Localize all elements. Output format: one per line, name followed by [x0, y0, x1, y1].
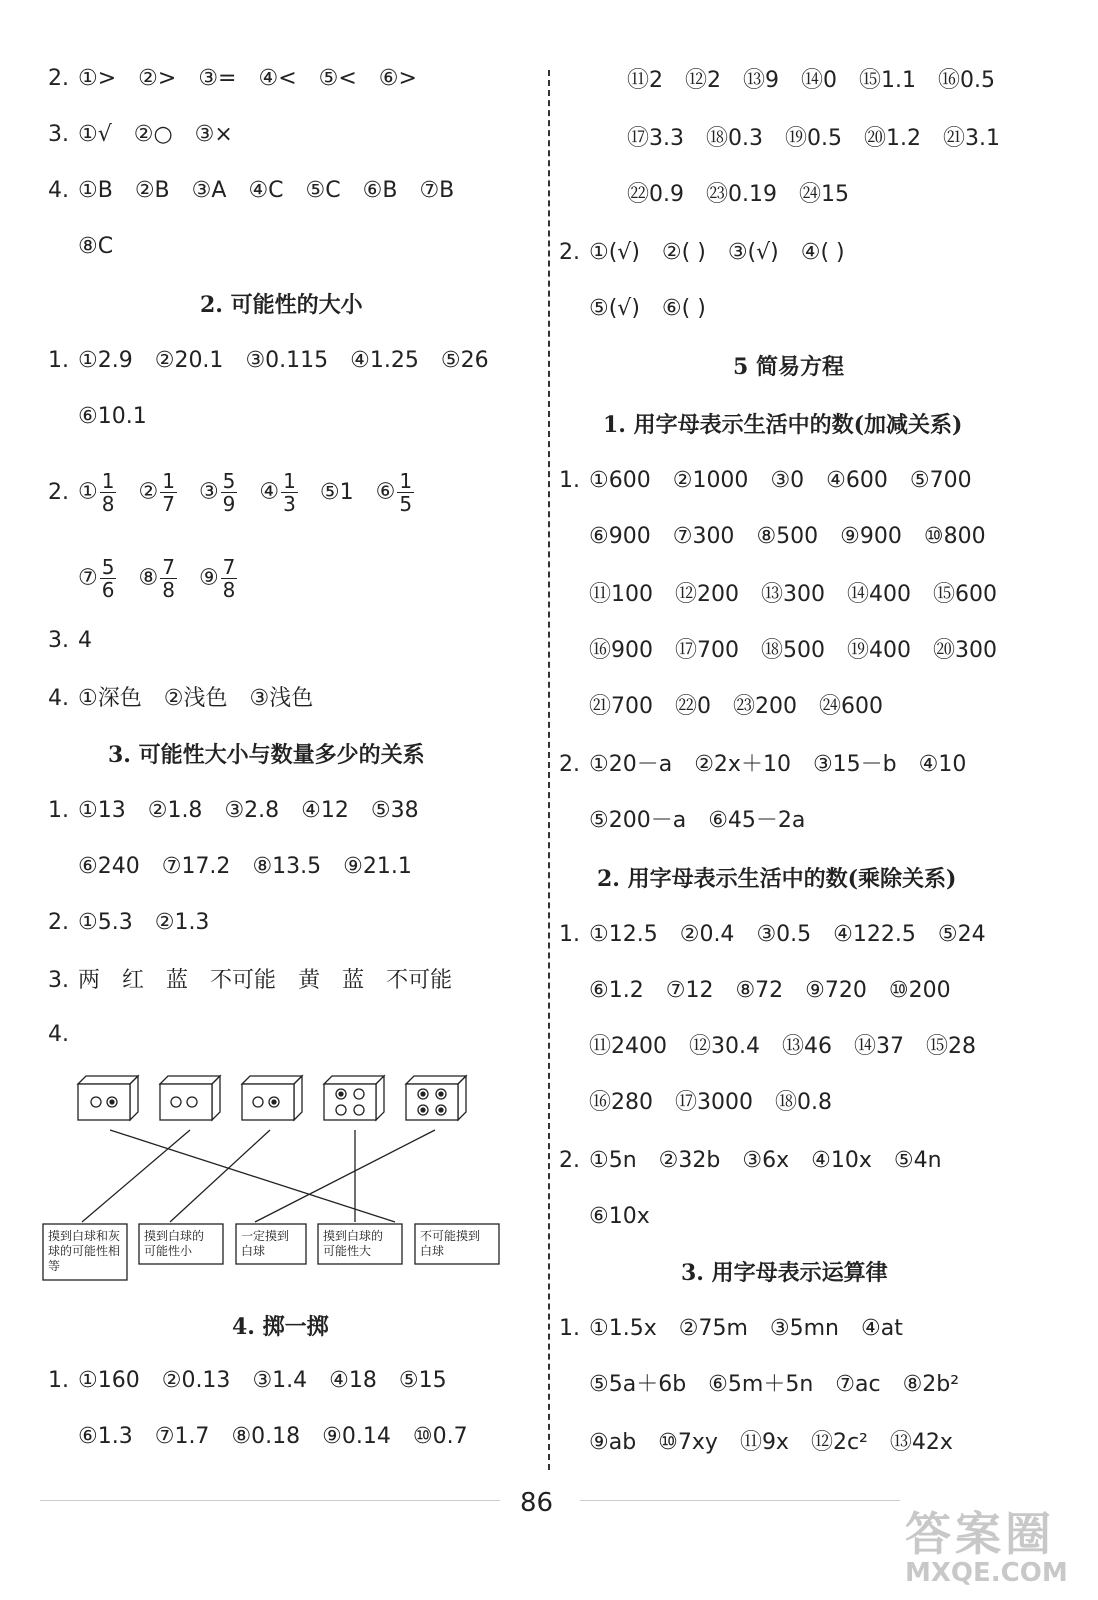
answer-line — [48, 1020, 78, 1050]
answer-item: ㉔600 — [819, 694, 883, 719]
question-number: 1. — [48, 1368, 69, 1393]
fraction — [160, 470, 177, 515]
answer-item: 红 — [122, 968, 145, 993]
numerator: 5 — [222, 469, 236, 493]
footer-rule-right — [580, 1500, 900, 1501]
answer-item: ③浅色 — [249, 686, 314, 711]
denominator: 3 — [283, 492, 296, 516]
answer-line — [559, 466, 994, 496]
answer-item: ②0.4 — [679, 922, 735, 947]
answer-item: ⑱0.8 — [775, 1090, 832, 1115]
answer-line — [48, 346, 511, 376]
answer-item: ⑤24 — [937, 922, 986, 947]
answer-marker: ⑥ — [375, 479, 396, 505]
question-number: 2. — [559, 752, 580, 777]
answer-item: ㉑700 — [589, 694, 653, 719]
answer-item: ⑱500 — [761, 638, 825, 663]
answer-item: ④1.25 — [350, 348, 419, 373]
answer-item: ②1.8 — [147, 798, 203, 823]
answer-item: ⑰3.3 — [627, 126, 684, 151]
chapter-heading: 5 简易方程 — [733, 354, 844, 380]
answer-item: ⑩800 — [923, 524, 986, 549]
answer-line — [559, 1370, 981, 1400]
answer-line — [48, 684, 335, 714]
answer-item: ⑯900 — [589, 638, 653, 663]
answer-item: ①深色 — [78, 686, 142, 711]
question-number: 4. — [48, 178, 69, 203]
fraction-answer — [376, 470, 414, 515]
answer-marker: ⑤ — [319, 479, 340, 505]
column-divider — [548, 70, 550, 1470]
answer-item: ③2.8 — [224, 798, 280, 823]
answer-item: ①5n — [589, 1148, 637, 1173]
answer-item: ⑰700 — [675, 638, 739, 663]
answer-item: ③0.5 — [756, 922, 812, 947]
fraction — [221, 556, 238, 601]
answer-line — [48, 1366, 469, 1396]
answer-line — [48, 626, 114, 656]
answer-item: ⑦B — [419, 178, 455, 203]
answer-item: 蓝 — [166, 968, 189, 993]
answer-item: ①√ — [78, 122, 112, 147]
answer-item: ⑭400 — [847, 582, 911, 607]
answer-item: ⑬42x — [889, 1430, 953, 1455]
answer-line — [48, 908, 231, 938]
box-4 — [324, 1076, 384, 1120]
answer-item: ⑤(√) — [589, 296, 640, 321]
numerator: 1 — [101, 469, 115, 493]
question-number: 3. — [48, 968, 69, 993]
answer-item: ⑨ab — [589, 1430, 637, 1455]
answer-line — [559, 1146, 964, 1176]
numerator: 1 — [162, 469, 175, 493]
answer-item: ⑨0.14 — [322, 1424, 391, 1449]
question-number: 2. — [559, 1148, 580, 1173]
answer-item: ⑥> — [378, 66, 417, 91]
fraction-answer — [138, 470, 176, 515]
answer-item: ④18 — [329, 1368, 377, 1393]
answer-line — [48, 966, 474, 996]
answer-line — [48, 1422, 490, 1452]
answer-item: ⑩0.7 — [412, 1424, 468, 1449]
footer-rule-left — [40, 1500, 500, 1501]
answer-item: ①160 — [78, 1368, 140, 1393]
fraction-answer — [78, 556, 116, 601]
answer-item: ⑧13.5 — [252, 854, 322, 879]
answer-item: ⑤26 — [440, 348, 489, 373]
answer-item: ③(√) — [727, 240, 779, 265]
fraction — [100, 470, 117, 515]
answer-item: ⑱0.3 — [706, 126, 763, 151]
answer-item: 不可能 — [210, 968, 277, 993]
answer-item: ⑫2c² — [810, 1430, 868, 1455]
answer-line — [48, 64, 439, 94]
answer-item: ①(√) — [589, 240, 640, 265]
denominator: 8 — [101, 492, 115, 516]
answer-item: ⑤C — [305, 178, 341, 203]
answer-item: ③× — [194, 122, 233, 147]
answer-item: ⑧0.18 — [231, 1424, 301, 1449]
answer-item: ⑯280 — [589, 1090, 653, 1115]
answer-item: ⑥( ) — [661, 296, 706, 321]
denominator: 8 — [162, 578, 175, 602]
answer-item: ㉔15 — [799, 182, 849, 207]
fraction-answer — [199, 556, 237, 601]
answer-line — [597, 180, 871, 210]
answer-item: ⑬9 — [743, 68, 779, 93]
answer-item: ⑬300 — [761, 582, 825, 607]
answer-item: ⑮600 — [933, 582, 997, 607]
answer-marker: ⑨ — [198, 565, 219, 591]
answer-item: ⑥5m＋5n — [708, 1372, 814, 1397]
fraction — [397, 470, 414, 515]
answer-item: ②20.1 — [154, 348, 224, 373]
answer-item: ⑰3000 — [675, 1090, 753, 1115]
question-number: 2. — [559, 240, 580, 265]
answer-item: ①B — [78, 178, 113, 203]
answer-item: ①5.3 — [78, 910, 133, 935]
answer-item: ①1.5x — [589, 1316, 657, 1341]
answer-line — [559, 976, 973, 1006]
answer-item: ③0.115 — [245, 348, 329, 373]
answer-line — [559, 238, 867, 268]
answer-item: ㉓0.19 — [706, 182, 777, 207]
answer-item: ⑤200－a — [589, 808, 687, 833]
section-heading: 1. 用字母表示生活中的数(加减关系) — [603, 412, 963, 438]
question-number: 2. — [48, 66, 69, 91]
answer-item: ②B — [134, 178, 170, 203]
answer-item: ④10 — [918, 752, 967, 777]
answer-item: ②> — [138, 66, 177, 91]
answer-line — [559, 920, 1008, 950]
answer-item: ⑲0.5 — [785, 126, 842, 151]
fraction-line — [48, 470, 436, 515]
answer-item: 不可能 — [386, 968, 453, 993]
answer-item: ④( ) — [800, 240, 845, 265]
answer-item: ⑤< — [318, 66, 357, 91]
answer-item: ⑩200 — [888, 978, 951, 1003]
answer-item: ⑫200 — [675, 582, 739, 607]
answer-item: ⑭0 — [801, 68, 837, 93]
answer-item: ⑥900 — [589, 524, 651, 549]
answer-item: ⑦17.2 — [161, 854, 231, 879]
answer-item: ⑯0.5 — [938, 68, 995, 93]
question-number: 2. — [48, 910, 69, 935]
label-text-5: 不可能摸到白球 — [420, 1229, 481, 1258]
answer-line — [559, 1314, 925, 1344]
numerator: 1 — [399, 469, 413, 493]
answer-item: 4 — [78, 628, 92, 653]
answer-item: ②○ — [133, 122, 173, 147]
answer-line — [48, 402, 169, 432]
answer-item: ⑥45－2a — [708, 808, 806, 833]
question-number: 3. — [48, 628, 69, 653]
answer-item: ⑥B — [362, 178, 398, 203]
answer-item: ④600 — [826, 468, 888, 493]
answer-item: ③A — [191, 178, 227, 203]
answer-marker: ② — [138, 479, 159, 505]
answer-item: ④at — [860, 1316, 903, 1341]
label-text-2: 摸到白球的可能性小 — [144, 1229, 205, 1258]
numerator: 7 — [162, 555, 175, 579]
answer-item: ②75m — [678, 1316, 748, 1341]
answer-item: ②2x＋10 — [694, 752, 791, 777]
answer-item: ⑳1.2 — [864, 126, 921, 151]
answer-item: ⑥1.2 — [589, 978, 644, 1003]
answer-item: 两 — [78, 968, 101, 993]
answer-line — [48, 232, 135, 262]
fraction — [100, 556, 117, 601]
answer-item: ⑤700 — [909, 468, 972, 493]
answer-item: ㉒0.9 — [627, 182, 684, 207]
answer-item: ④12 — [301, 798, 349, 823]
denominator: 5 — [399, 492, 413, 516]
question-number: 4. — [48, 1022, 69, 1047]
answer-item: ⑪9x — [739, 1430, 789, 1455]
numerator: 1 — [283, 469, 296, 493]
question-number: 3. — [48, 122, 69, 147]
answer-item: ㉓200 — [733, 694, 797, 719]
answer-line — [559, 636, 1019, 666]
answer-item: ⑥10.1 — [78, 404, 147, 429]
answer-line — [559, 692, 905, 722]
answer-marker: ⑧ — [138, 565, 159, 591]
answer-line — [559, 750, 988, 780]
answer-item: ⑤4n — [893, 1148, 942, 1173]
question-number: 1. — [48, 798, 69, 823]
question-number: 1. — [559, 468, 580, 493]
answer-line — [48, 852, 434, 882]
section-heading: 4. 掷一掷 — [232, 1314, 329, 1340]
question-number: 4. — [48, 686, 69, 711]
answer-item: 蓝 — [342, 968, 365, 993]
answer-item: ⑧500 — [756, 524, 819, 549]
answer-line — [559, 580, 1019, 610]
label-text-1: 摸到白球和灰球的可能性相等 — [48, 1229, 121, 1273]
watermark-logo: 答案圈 — [905, 1507, 1055, 1561]
answer-item: ②1000 — [672, 468, 749, 493]
answer-line — [48, 120, 255, 150]
answer-marker: ⑦ — [78, 565, 98, 591]
matching-diagram — [40, 1068, 510, 1298]
answer-item: ④< — [258, 66, 297, 91]
question-number: 1. — [48, 348, 69, 373]
answer-item: ⑮28 — [926, 1034, 976, 1059]
answer-line — [48, 176, 476, 206]
answer-item: ③= — [198, 66, 237, 91]
answer-item: ①12.5 — [589, 922, 658, 947]
answer-item: ②1.3 — [154, 910, 210, 935]
fraction-answer — [138, 556, 176, 601]
answer-line — [559, 1032, 998, 1062]
fraction-answer — [259, 470, 297, 515]
question-number: 2. — [48, 479, 69, 505]
answer-item: ⑥10x — [589, 1204, 650, 1229]
answer-item: ⑦1.7 — [154, 1424, 210, 1449]
answer-item: ⑧72 — [735, 978, 784, 1003]
answer-item: ⑳300 — [933, 638, 997, 663]
section-heading: 2. 用字母表示生活中的数(乘除关系) — [597, 866, 957, 892]
section-heading: 3. 用字母表示运算律 — [681, 1260, 888, 1286]
box-1 — [78, 1076, 138, 1120]
watermark — [905, 1508, 1085, 1588]
answer-item: ⑤15 — [398, 1368, 447, 1393]
fraction-answer — [199, 470, 237, 515]
label-text-4: 摸到白球的可能性大 — [323, 1229, 384, 1258]
fraction-answer — [320, 478, 354, 508]
answer-item: ③6x — [742, 1148, 790, 1173]
answer-item: ④C — [248, 178, 284, 203]
answer-line — [559, 1428, 975, 1458]
numerator: 7 — [222, 555, 236, 579]
answer-item: ⑥1.3 — [78, 1424, 133, 1449]
answer-item: ⑫2 — [685, 68, 721, 93]
denominator: 9 — [222, 492, 236, 516]
fraction — [221, 470, 238, 515]
answer-item: ⑮1.1 — [859, 68, 916, 93]
answer-item: ⑦300 — [672, 524, 735, 549]
answer-item: ②浅色 — [163, 686, 228, 711]
answer-item: ⑦ac — [835, 1372, 881, 1397]
label-text-3: 一定摸到白球 — [241, 1229, 290, 1258]
denominator: 6 — [101, 578, 115, 602]
answer-item: ②0.13 — [161, 1368, 231, 1393]
numerator: 5 — [101, 555, 115, 579]
answer-item: ⑭37 — [854, 1034, 904, 1059]
answer-item: ①13 — [78, 798, 126, 823]
answer-item: ⑬46 — [782, 1034, 832, 1059]
answer-item: ⑪100 — [589, 582, 653, 607]
answer-item: ㉒0 — [675, 694, 711, 719]
match-lines — [82, 1130, 435, 1222]
answer-line — [597, 66, 1017, 96]
denominator: 7 — [162, 492, 175, 516]
answer-item: ②32b — [658, 1148, 721, 1173]
section-heading: 2. 可能性的大小 — [200, 292, 363, 318]
answer-item: ⑪2400 — [589, 1034, 667, 1059]
answer-line — [559, 522, 1008, 552]
answer-value: 1 — [339, 479, 354, 505]
answer-item: ④122.5 — [833, 922, 916, 947]
fraction-answer — [78, 470, 116, 515]
answer-item: ②( ) — [661, 240, 706, 265]
section-heading: 3. 可能性大小与数量多少的关系 — [108, 742, 425, 768]
box-3 — [242, 1076, 302, 1120]
answer-item: ⑦12 — [665, 978, 714, 1003]
answer-marker: ③ — [198, 479, 219, 505]
fraction — [281, 470, 298, 515]
answer-item: ①20－a — [589, 752, 673, 777]
answer-item: ⑫30.4 — [689, 1034, 760, 1059]
answer-item: ⑨21.1 — [343, 854, 412, 879]
answer-line — [48, 796, 441, 826]
answer-item: ⑲400 — [847, 638, 911, 663]
answer-line — [559, 1202, 672, 1232]
answer-item: ⑨900 — [840, 524, 902, 549]
fraction-line — [48, 556, 259, 601]
answer-item: ④10x — [811, 1148, 872, 1173]
answer-item: ㉑3.1 — [943, 126, 1000, 151]
answer-item: ⑧2b² — [902, 1372, 960, 1397]
denominator: 8 — [222, 578, 236, 602]
question-number: 1. — [559, 922, 580, 947]
answer-item: ⑧C — [78, 234, 114, 259]
answer-item: ⑪2 — [627, 68, 663, 93]
answer-line — [559, 806, 827, 836]
answer-item: ⑥240 — [78, 854, 140, 879]
answer-item: ⑩7xy — [658, 1430, 718, 1455]
answer-item: ③5mn — [769, 1316, 839, 1341]
answer-line — [597, 124, 1022, 154]
answer-marker: ① — [78, 479, 98, 505]
page-number: 86 — [520, 1488, 554, 1518]
answer-item: ③15－b — [812, 752, 897, 777]
answer-item: ①600 — [589, 468, 651, 493]
box-2 — [160, 1076, 220, 1120]
fraction — [160, 556, 177, 601]
answer-item: ③1.4 — [252, 1368, 308, 1393]
answer-line — [559, 294, 728, 324]
answer-item: ③0 — [770, 468, 805, 493]
watermark-url: MXQE.COM — [905, 1558, 1068, 1588]
answer-item: ⑤38 — [370, 798, 419, 823]
answer-item: ⑨720 — [805, 978, 867, 1003]
answer-item: ⑤5a＋6b — [589, 1372, 687, 1397]
answer-marker: ④ — [259, 479, 280, 505]
answer-line — [559, 1088, 854, 1118]
question-number: 1. — [559, 1316, 580, 1341]
box-5 — [406, 1076, 466, 1120]
answer-item: 黄 — [298, 968, 321, 993]
answer-item: ①> — [78, 66, 117, 91]
answer-item: ①2.9 — [78, 348, 133, 373]
